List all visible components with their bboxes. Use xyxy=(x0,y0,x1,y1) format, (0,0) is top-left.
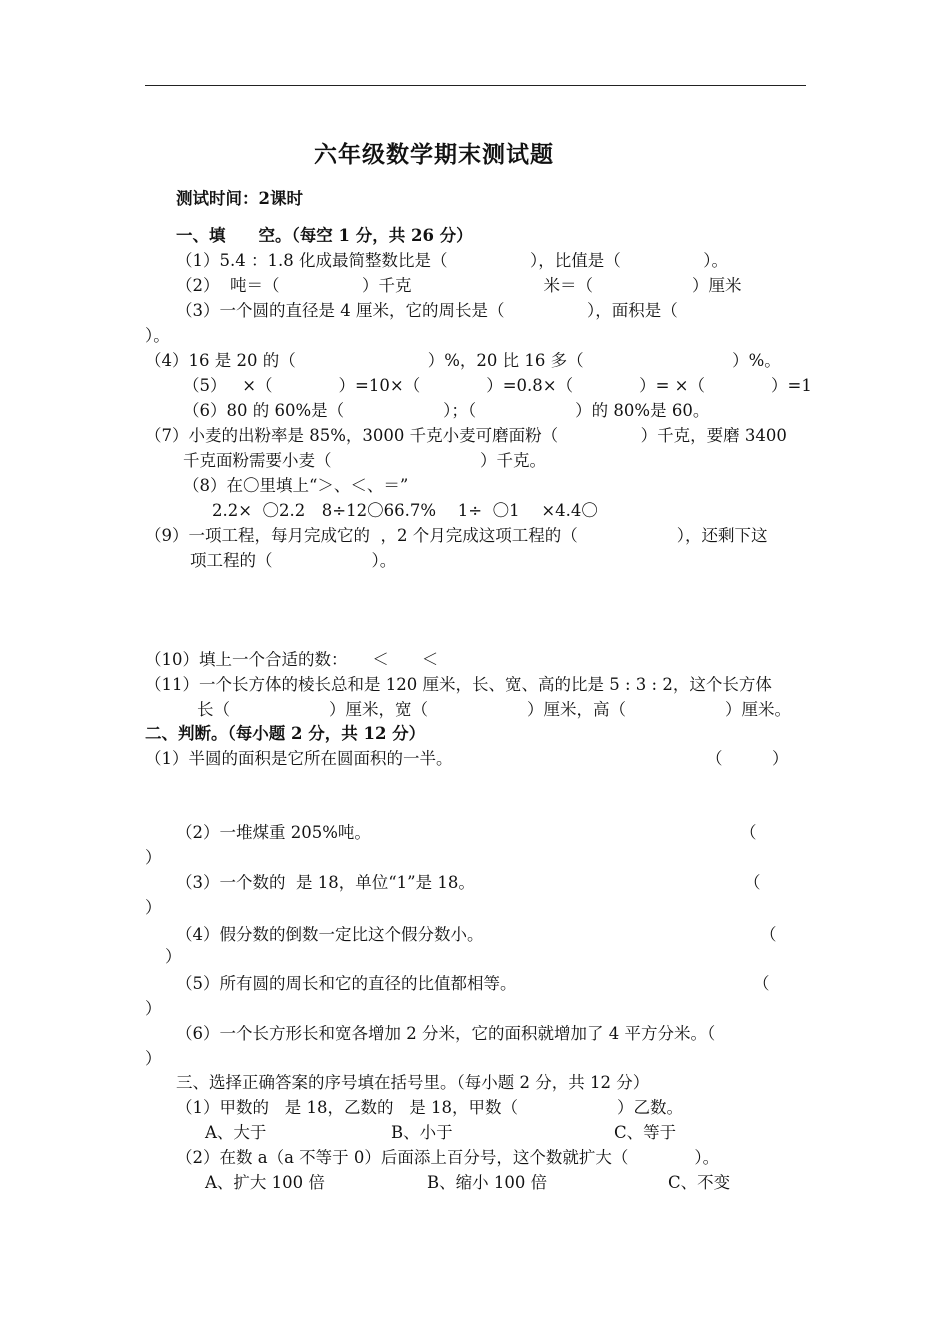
s3-question-1: （1）甲数的 是 18，乙数的 是 18，甲数（ ）乙数。 xyxy=(176,1098,683,1117)
s1-question-9-cont: 项工程的（ ）。 xyxy=(190,551,397,570)
s1-question-2: （2） 吨＝（ ）千克 米＝（ ）厘米 xyxy=(176,276,742,295)
section-2-heading: 二、判断。（每小题 2 分，共 12 分） xyxy=(145,724,426,743)
s2-question-4-close: ） xyxy=(165,947,182,966)
s1-question-11: （11）一个长方体的棱长总和是 120 厘米，长、宽、高的比是 5 : 3 : 2，这个长方体 xyxy=(145,675,772,694)
s3-question-1-option-b: B、小于 xyxy=(391,1123,453,1142)
s3-question-2-option-a: A、扩大 100 倍 xyxy=(205,1173,325,1192)
s2-question-3-open: （ xyxy=(744,873,761,892)
s1-question-1: （1）5.4 ：1.8 化成最简整数比是（ ），比值是（ ）。 xyxy=(176,251,728,270)
s2-question-1: （1）半圆的面积是它所在圆面积的一半。 xyxy=(145,749,453,768)
s1-question-7: （7）小麦的出粉率是 85%，3000 千克小麦可磨面粉（ ）千克，要磨 3400 xyxy=(145,426,787,445)
s1-question-6: （6）80 的 60%是（ ）；（ ）的 80%是 60。 xyxy=(183,401,710,420)
s2-question-5-open: （ xyxy=(753,974,770,993)
header-rule xyxy=(145,85,806,86)
s1-question-3: （3）一个圆的直径是 4 厘米，它的周长是（ ），面积是（ xyxy=(176,301,678,320)
s2-question-4-open: （ xyxy=(760,925,777,944)
s1-question-8: （8）在〇里填上“＞、＜、＝” xyxy=(183,476,409,495)
s2-question-2: （2）一堆煤重 205%吨。 xyxy=(176,823,371,842)
s1-question-11-cont: 长（ ）厘米，宽（ ）厘米，高（ ）厘米。 xyxy=(197,700,791,719)
s2-question-5: （5）所有圆的周长和它的直径的比值都相等。 xyxy=(176,974,517,993)
section-3-heading: 三、选择正确答案的序号填在括号里。（每小题 2 分，共 12 分） xyxy=(176,1073,650,1092)
s2-question-2-close: ） xyxy=(145,848,162,867)
s3-question-2-option-b: B、缩小 100 倍 xyxy=(427,1173,548,1192)
page-title: 六年级数学期末测试题 xyxy=(314,141,554,168)
s1-question-9: （9）一项工程，每月完成它的 ，2 个月完成这项工程的（ ），还剩下这 xyxy=(145,526,768,545)
s3-question-2-option-c: C、不变 xyxy=(668,1173,731,1192)
s3-question-1-option-c: C、等于 xyxy=(614,1123,677,1142)
s1-question-3-cont: ）。 xyxy=(145,326,170,345)
s1-question-8-items: 2.2× 〇2.2 8÷12〇66.7% 1÷ 〇1 ×4.4〇 xyxy=(212,501,598,520)
test-duration: 测试时间：2课时 xyxy=(176,189,303,208)
s2-question-4: （4）假分数的倒数一定比这个假分数小。 xyxy=(176,925,484,944)
s1-question-5: （5） ×（ ）=10×（ ）=0.8×（ ）= ×（ ）=1 xyxy=(183,376,812,395)
s1-question-4: （4）16 是 20 的（ ）%，20 比 16 多（ ）%。 xyxy=(145,351,781,370)
s2-question-3: （3）一个数的 是 18，单位“1”是 18。 xyxy=(176,873,475,892)
s3-question-1-option-a: A、大于 xyxy=(205,1123,267,1142)
s1-question-7-cont: 千克面粉需要小麦（ ）千克。 xyxy=(183,451,546,470)
s2-question-3-close: ） xyxy=(145,898,162,917)
s1-question-10: （10）填上一个合适的数： ＜ ＜ xyxy=(145,650,439,669)
s2-question-1-bracket: （ ） xyxy=(706,749,789,768)
section-1-heading: 一、填 空。（每空 1 分，共 26 分） xyxy=(176,226,473,245)
s2-question-2-open: （ xyxy=(740,823,757,842)
s3-question-2: （2）在数 a（a 不等于 0）后面添上百分号，这个数就扩大（ ）。 xyxy=(176,1148,720,1167)
s2-question-5-close: ） xyxy=(145,999,162,1018)
s2-question-6-close: ） xyxy=(145,1049,162,1068)
s2-question-6: （6）一个长方形长和宽各增加 2 分米，它的面积就增加了 4 平方分米。（ xyxy=(176,1024,716,1043)
